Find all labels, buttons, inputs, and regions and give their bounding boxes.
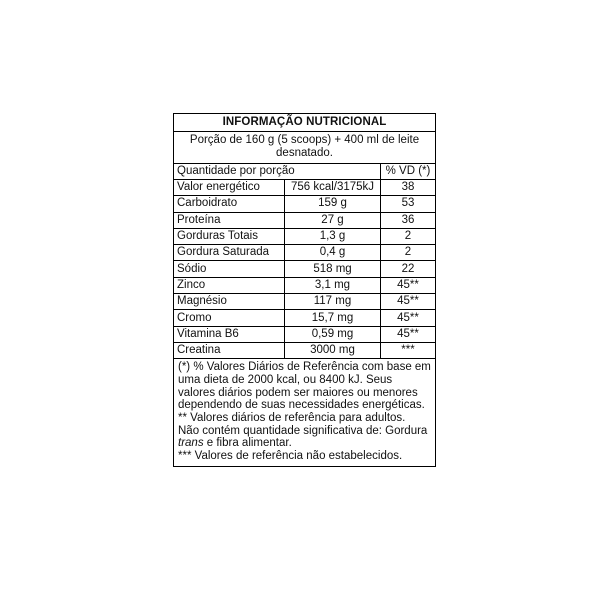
table-row (174, 245, 435, 261)
nutrient-vd: 45** (380, 278, 435, 293)
nutrient-name: Proteína (177, 213, 221, 226)
nutrient-name: Gordura Saturada (177, 246, 270, 259)
footnotes (174, 359, 435, 466)
table-row (174, 294, 435, 310)
nutrient-vd: 53 (380, 196, 435, 211)
nutrient-vd: 45** (380, 294, 435, 309)
not-significant-note (178, 425, 431, 450)
not-significant-prefix: Não contém quantidade significativa de: Gordura (178, 424, 428, 437)
table-row (174, 310, 435, 326)
nutrient-vd: 36 (380, 213, 435, 228)
nutrient-name: Creatina (177, 344, 221, 357)
table-row (174, 229, 435, 245)
nutrient-name: Sódio (177, 262, 207, 275)
nutrient-amount: 756 kcal/3175kJ (284, 180, 380, 195)
table-header-row (174, 164, 435, 180)
nutrient-amount: 1,3 g (284, 229, 380, 244)
nutrient-vd: 38 (380, 180, 435, 195)
table-row (174, 213, 435, 229)
label-title: INFORMAÇÃO NUTRICIONAL (174, 114, 435, 132)
nutrient-amount: 15,7 mg (284, 310, 380, 325)
table-row (174, 261, 435, 277)
table-row (174, 196, 435, 212)
table-row (174, 180, 435, 196)
not-significant-suffix: e fibra alimentar. (203, 437, 292, 450)
nutrient-vd: 2 (380, 245, 435, 260)
nutrient-amount: 3,1 mg (284, 278, 380, 293)
nutrient-amount: 3000 mg (284, 343, 380, 358)
nutrient-name: Zinco (177, 278, 206, 291)
table-row (174, 343, 435, 359)
nutrient-vd: *** (380, 343, 435, 358)
portion-description: Porção de 160 g (5 scoops) + 400 ml de leite desnatado. (174, 132, 435, 164)
nutrient-amount: 117 mg (284, 294, 380, 309)
nutrient-name: Carboidrato (177, 197, 238, 210)
nutrient-vd: 22 (380, 261, 435, 276)
quantity-header: Quantidade por porção (177, 165, 295, 177)
nutrient-vd: 2 (380, 229, 435, 244)
nutrient-amount: 27 g (284, 213, 380, 228)
daily-values-note: (*) % Valores Diários de Referência com base em uma dieta de 2000 kcal, ou 8400 kJ. Seus valores diários podem ser maiores ou menores dependendo de suas necessidades energéticas. (178, 361, 431, 412)
nutrient-amount: 159 g (284, 196, 380, 211)
nutrient-name: Gorduras Totais (177, 230, 258, 243)
nutrient-name: Vitamina B6 (177, 327, 239, 340)
nutrient-vd: 45** (380, 327, 435, 342)
table-row (174, 278, 435, 294)
nutrient-name: Valor energético (177, 181, 260, 194)
nutrient-name: Magnésio (177, 295, 227, 308)
table-row (174, 327, 435, 343)
vd-header: % VD (*) (380, 164, 435, 179)
adult-reference-note: ** Valores diários de referência para adultos. (178, 412, 406, 425)
no-reference-note: *** Valores de referência não estabelecidos. (178, 450, 403, 463)
nutrient-name: Cromo (177, 311, 212, 324)
trans-italic: trans (178, 437, 204, 450)
nutrient-amount: 0,4 g (284, 245, 380, 260)
nutrient-amount: 0,59 mg (284, 327, 380, 342)
nutrient-amount: 518 mg (284, 261, 380, 276)
nutrient-vd: 45** (380, 310, 435, 325)
nutrition-label (173, 113, 436, 467)
